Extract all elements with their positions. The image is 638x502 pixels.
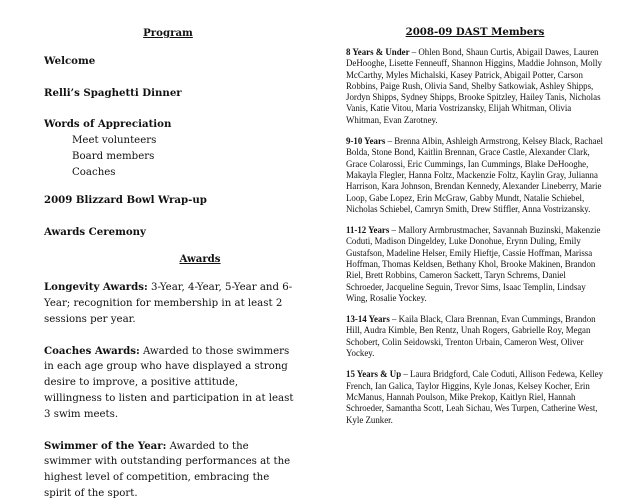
longevity-award: [44, 280, 296, 327]
members-group: [346, 225, 604, 304]
members-group: [346, 136, 604, 215]
members-group-names: – Laura Bridgford, Cale Coduti, Allison Fedewa, Kelley French, Ian Galica, Taylor Higgins, Kyle Jonas, Kelsey Kocher, Erin McManus, Hannah Poulson, Mike Prekop, Kaitlyn Riel, Hannah Schroeder, Samantha Scott, Leah Sichau, Wes Turpen, Catherine West, Kyle Zunker.: [346, 369, 604, 425]
coaches-award-label: Coaches Awards:: [44, 344, 140, 357]
members-group-names: – Kaila Black, Clara Brennan, Evan Cummings, Brandon Hill, Audra Kimble, Ben Rentz, Unah Rogers, Gabrielle Roy, Megan Schobert, Colin Seidowski, Trenton Urbain, Cameron West, Oliver Yockey.: [346, 314, 596, 359]
members-group-names: – Ohlen Bond, Shaun Curtis, Abigail Dawes, Lauren DeHooghe, Lisette Fenneuff, Shannon Higgins, Maddie Johnson, Molly McCarthy, Myles Michalski, Kasey Patrick, Abigail Potter, Carson Robbins, Paige Rush, Olivia Sand, Shelby Satkowiak, Ashley Shipps, Jordyn Shipps, Sydney Shipps, Brooke Spitzley, Hailey Tanis, Nicholas Vanis, Katie Vitou, Maria Vostrizansky, Elijah Whitman, Olivia Whitman, Evan Zarotney.: [346, 46, 602, 125]
appreciation-subitem: Board members: [72, 151, 155, 163]
program-item-ceremony: Awards Ceremony: [44, 225, 146, 238]
swimmer-award-text: Awarded to the swimmer with outstanding performances at the highest level of competition, embracing the spirit of the sport.: [44, 440, 291, 500]
members-title: 2008-09 DAST Members: [405, 26, 545, 38]
swimmer-award-label: Swimmer of the Year:: [44, 439, 167, 452]
program-item-dinner: Relli’s Spaghetti Dinner: [44, 86, 182, 99]
longevity-award-label: Longevity Awards:: [44, 281, 148, 294]
members-group-label: 11-12 Years: [346, 225, 390, 236]
members-column: [346, 26, 604, 436]
members-group-names: – Mallory Armbrustmacher, Savannah Buzinski, Makenzie Coduti, Madison Dingeldey, Luke Donohue, Erynn Duling, Emily Gustafson, Madeline Helser, Emily Hieftje, Cassie Hoffman, Marissa Hoffman, Thomas Keldsen, Bethany Khol, Brooke Makinen, Brandon Riel, Brett Robbins, Cameron Sackett, Taryn Schrems, Daniel Schroeder, Jacqueline Seguin, Trevor Sims, Isaac Templin, Lindsay Wing, Rosalie Yockey.: [346, 225, 601, 303]
program-item-wrapup: 2009 Blizzard Bowl Wrap-up: [44, 193, 207, 206]
program-column: [44, 26, 296, 502]
members-group-names: – Brenna Albin, Ashleigh Armstrong, Kelsey Black, Rachael Bolda, Stone Bond, Kaitlin Brennan, Grace Castle, Alexander Clark, Grace Colarossi, Eric Cummings, Ian Cummings, Blake DeHooghe, Makayla Flegler, Hanna Foltz, Mackenzie Foltz, Kaylin Gray, Julianna Harrison, Kara Johnson, Brendan Kennedy, Alexander Lineberry, Marie Loop, Gabe Lopez, Erin McGraw, Gabby Mundt, Natalie Schiebel, Nicholas Schiebel, Camryn Smith, Drew Stiffler, Anna Vostrizansky.: [346, 136, 604, 214]
members-group: [346, 47, 604, 126]
members-group-label: 15 Years & Up: [346, 369, 402, 380]
program-item-welcome: Welcome: [44, 54, 96, 67]
coaches-award-text: Awarded to those swimmers in each age group who have displayed a strong desire to improve, a positive attitude, willingness to listen and participation in at least 3 swim meets.: [44, 345, 294, 420]
coaches-award: [44, 344, 296, 423]
members-group-label: 9-10 Years: [346, 136, 386, 147]
swimmer-award: [44, 439, 296, 502]
program-title: Program: [143, 27, 193, 39]
appreciation-subitem: Coaches: [72, 166, 116, 178]
awards-title: Awards: [179, 253, 221, 266]
members-group-label: 13-14 Years: [346, 314, 390, 325]
members-group-label: 8 Years & Under: [346, 46, 410, 57]
members-group: [346, 369, 604, 425]
members-group: [346, 314, 604, 359]
longevity-award-text: 3-Year, 4-Year, 5-Year and 6-Year; recognition for membership in at least 2 sessions per year.: [44, 282, 293, 325]
program-item-appreciation: Words of Appreciation: [44, 118, 172, 131]
appreciation-subitem: Meet volunteers: [72, 135, 157, 147]
